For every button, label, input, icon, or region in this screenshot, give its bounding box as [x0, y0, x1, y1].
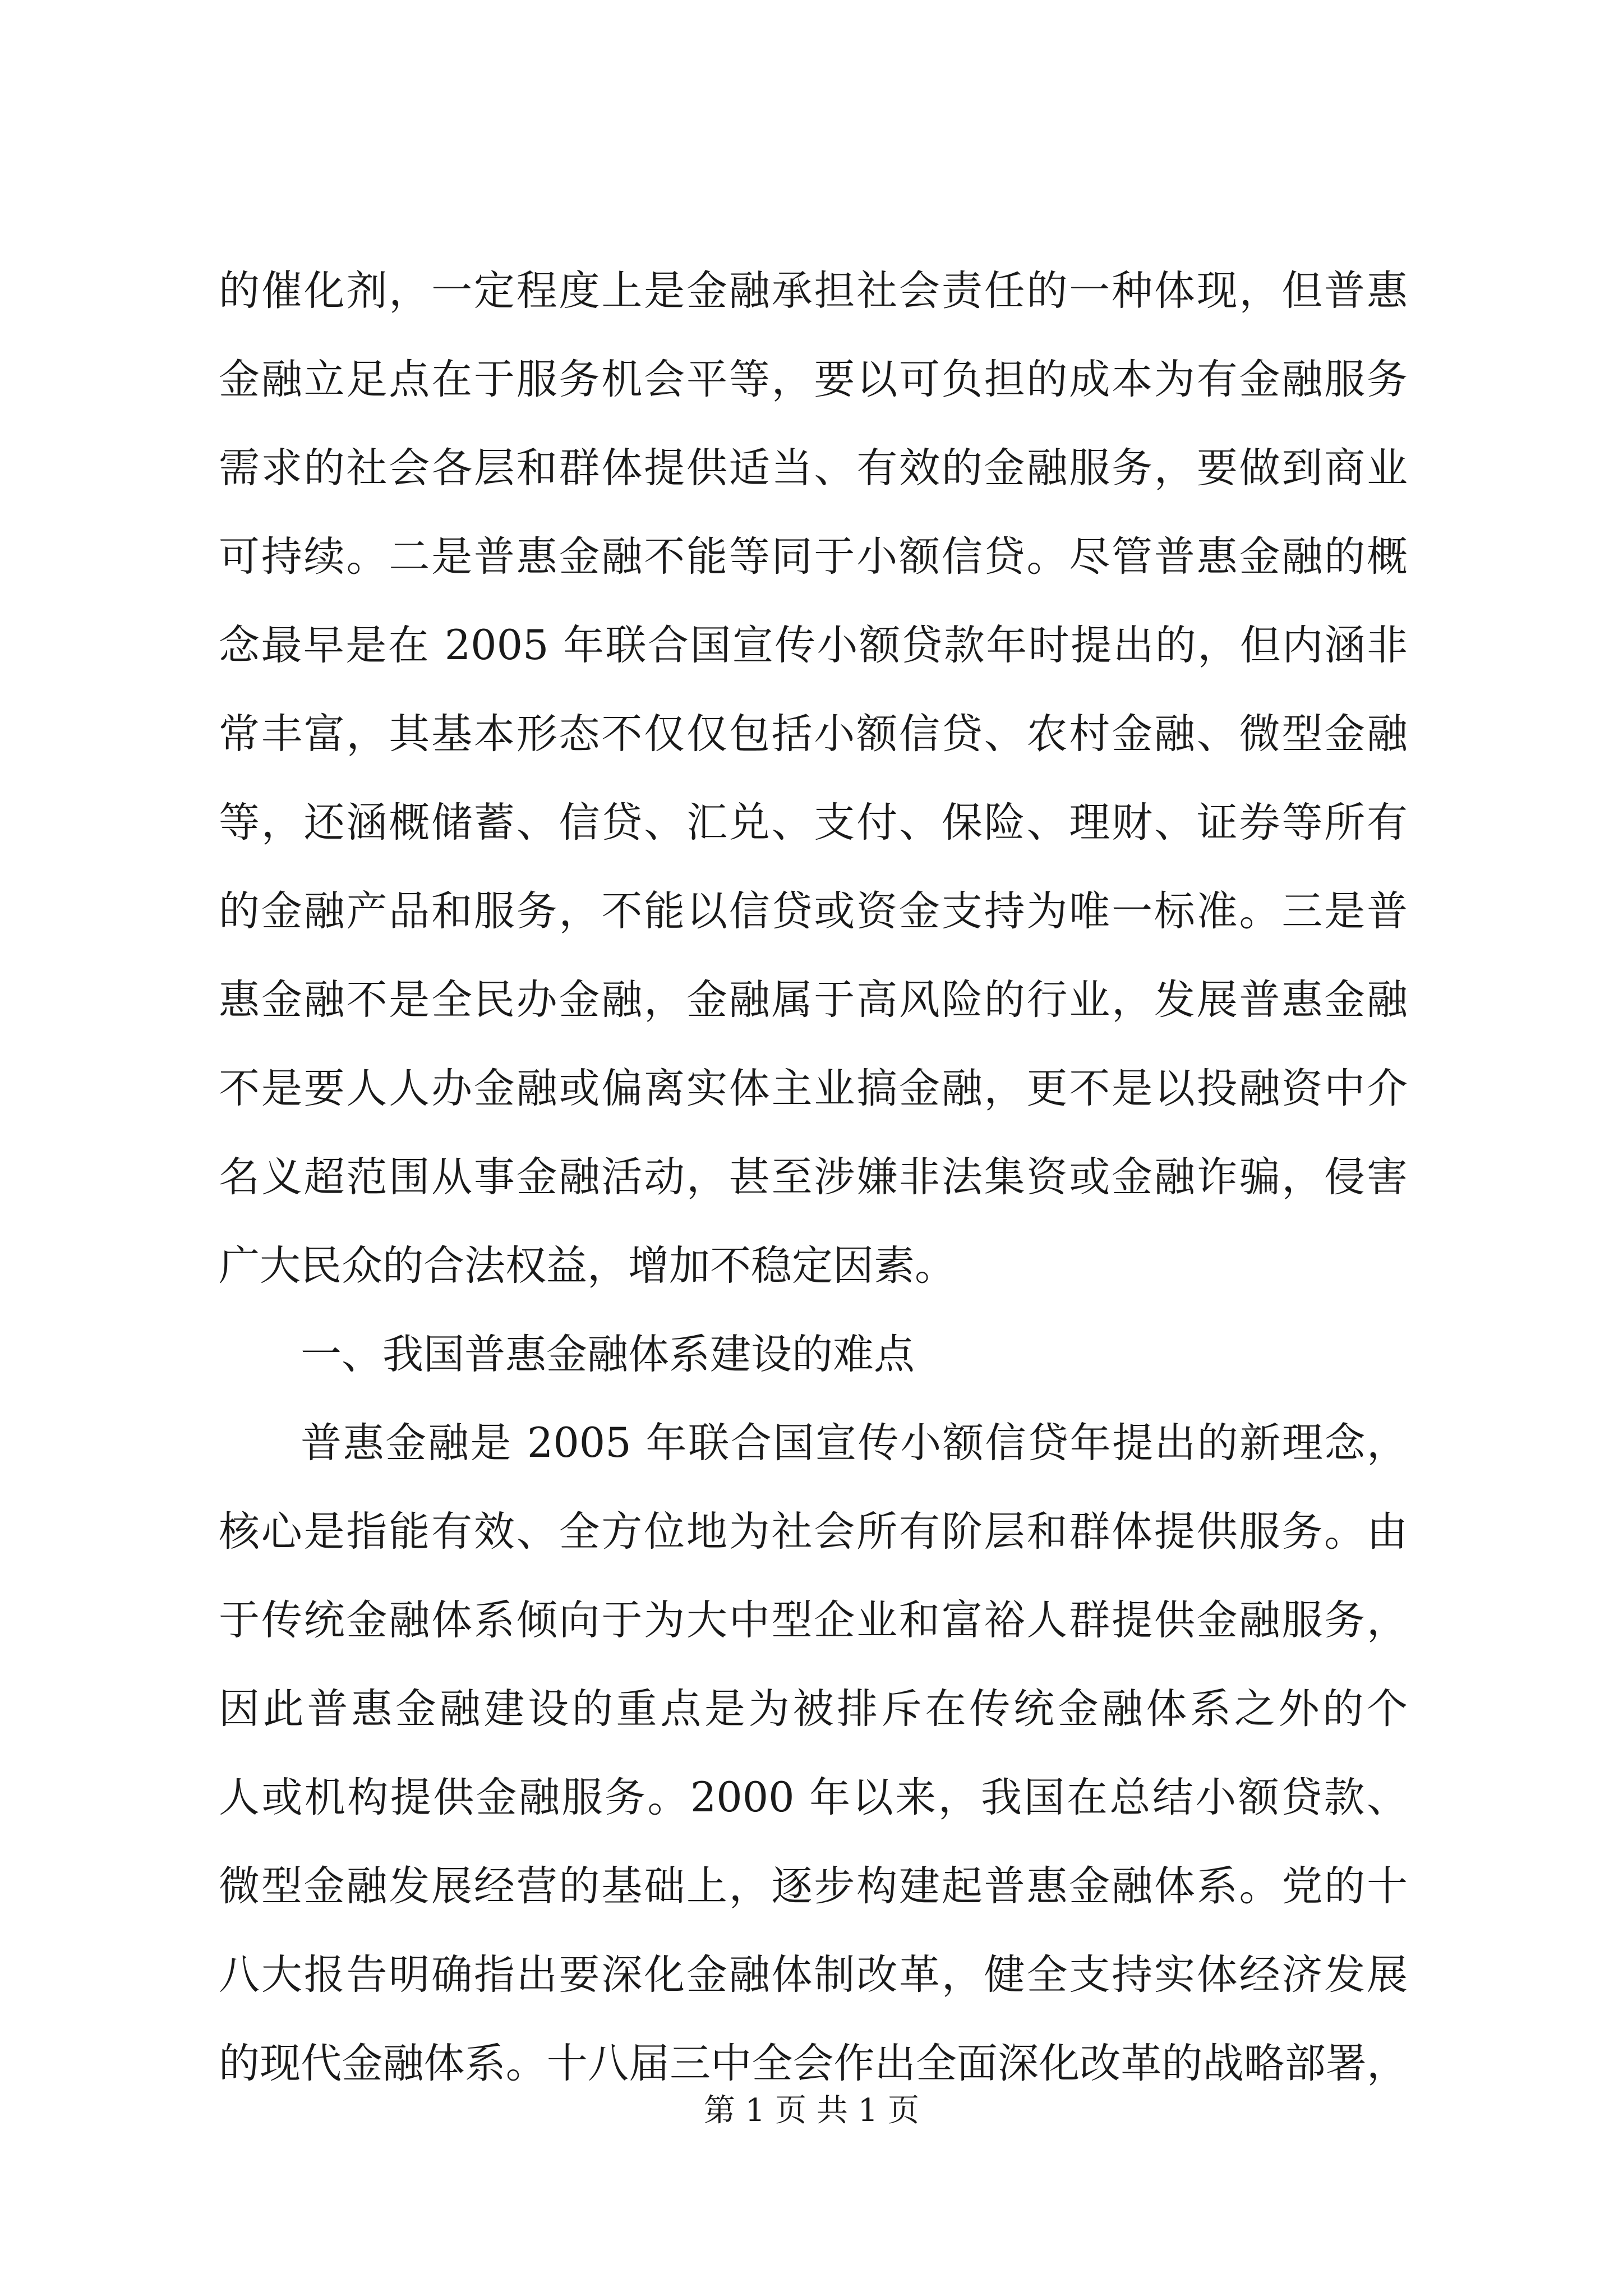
section-heading: 一、我国普惠金融体系建设的难点: [301, 1331, 915, 1378]
text-line: 核心是指能有效、全方位地为社会所有阶层和群体提供服务。由: [219, 1508, 1408, 1556]
text-line: 普惠金融是 2005 年联合国宣传小额信贷年提出的新理念，: [301, 1419, 1408, 1467]
text-line: 需求的社会各层和群体提供适当、有效的金融服务，要做到商业: [219, 444, 1408, 492]
text-line: 微型金融发展经营的基础上，逐步构建起普惠金融体系。党的十: [219, 1862, 1408, 1910]
text-line: 因此普惠金融建设的重点是为被排斥在传统金融体系之外的个: [219, 1685, 1408, 1733]
text-line: 常丰富，其基本形态不仅仅包括小额信贷、农村金融、微型金融: [219, 710, 1408, 758]
text-line: 的现代金融体系。十八届三中全会作出全面深化改革的战略部署，: [219, 2040, 1408, 2087]
text-line: 惠金融不是全民办金融，金融属于高风险的行业，发展普惠金融: [219, 976, 1408, 1024]
document-body: [219, 247, 1408, 2108]
page-number: 第 1 页 共 1 页: [703, 2092, 920, 2129]
text-line: 于传统金融体系倾向于为大中型企业和富裕人群提供金融服务，: [219, 1596, 1408, 1644]
text-line: 可持续。二是普惠金融不能等同于小额信贷。尽管普惠金融的概: [219, 533, 1408, 581]
text-line: 不是要人人办金融或偏离实体主业搞金融，更不是以投融资中介: [219, 1065, 1408, 1112]
text-line: 的催化剂，一定程度上是金融承担社会责任的一种体现，但普惠: [219, 267, 1408, 315]
text-line: 人或机构提供金融服务。2000 年以来，我国在总结小额贷款、: [219, 1774, 1408, 1821]
text-line: 等，还涵概储蓄、信贷、汇兑、支付、保险、理财、证券等所有: [219, 799, 1408, 846]
text-line: 金融立足点在于服务机会平等，要以可负担的成本为有金融服务: [219, 356, 1408, 403]
text-line: 八大报告明确指出要深化金融体制改革，健全支持实体经济发展: [219, 1951, 1408, 1999]
text-line: 广大民众的合法权益，增加不稳定因素。: [219, 1242, 956, 1290]
text-line: 名义超范围从事金融活动，甚至涉嫌非法集资或金融诈骗，侵害: [219, 1153, 1408, 1201]
text-line: 念最早是在 2005 年联合国宣传小额贷款年时提出的，但内涵非: [219, 622, 1408, 669]
text-line: 的金融产品和服务，不能以信贷或资金支持为唯一标准。三是普: [219, 887, 1408, 935]
page-footer: [0, 2086, 1623, 2131]
